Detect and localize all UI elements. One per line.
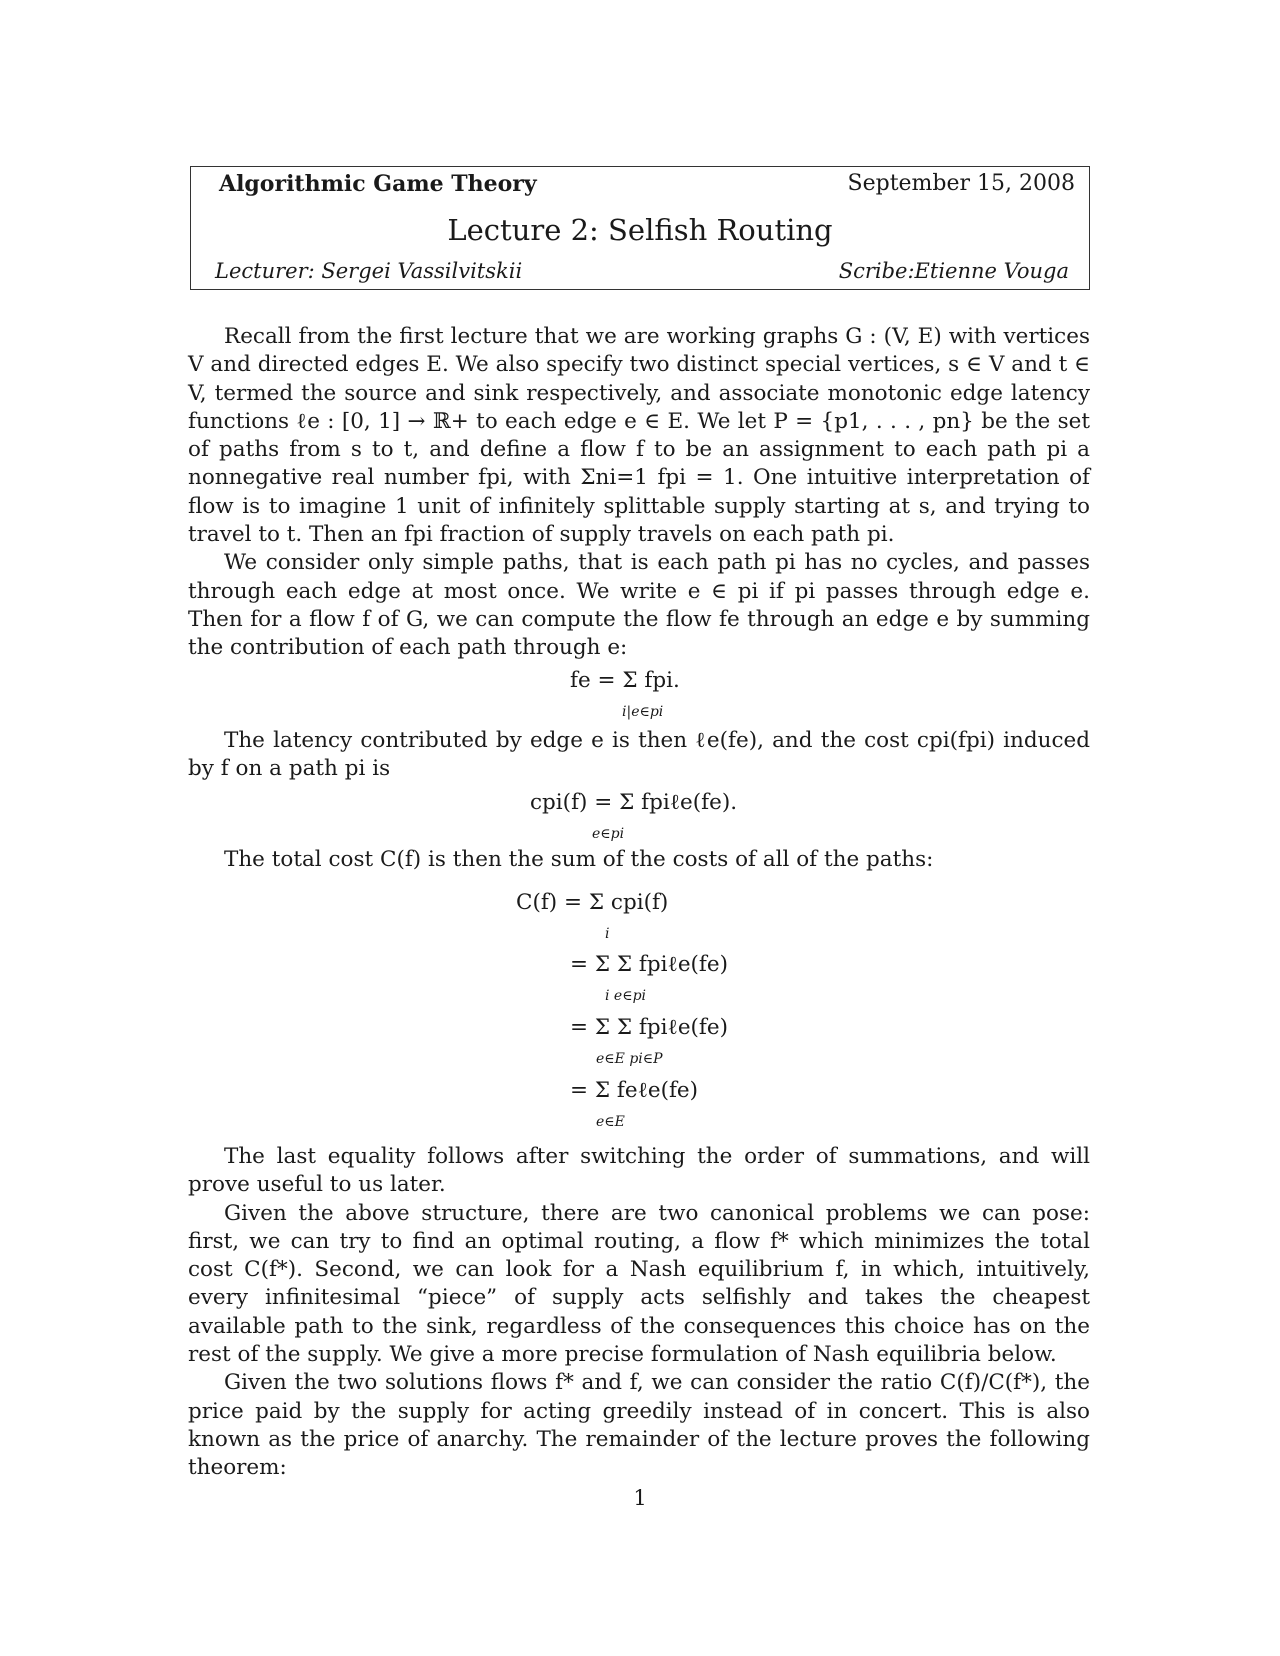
equation-total-cost-line-4: = Σ feℓe(fe) [570, 1078, 699, 1103]
equation-total-cost-line-4-subscript: e∈E [596, 1114, 625, 1130]
paragraph-latency: The latency contributed by edge e is then ℓe(fe), and the cost cpi(fpi) induced by f on a path pi is [188, 728, 1090, 782]
equation-path-cost-subscript: e∈pi [592, 826, 625, 842]
paragraph-closing: The last equality follows after switching the order of summations, and will prove useful to us later. Given the above structure, there are two canonical problems we can pose: first, we can try to find an optimal routing, a flow f* which minimizes the total cost C(f*). Second, we can look for a Nash equilibrium f, in which, intuitively, every infinitesimal “piece” of supply acts selfishly and takes the cheapest available path to the sink, regardless of the consequences this choice has on the rest of the supply. We give a more precise formulation of Nash equilibria below. Given the two solutions flows f* and f, we can consider the ratio C(f)/C(f*), the price paid by the supply for acting greedily instead of in concert. This is also known as the price of anarchy. The remainder of the lecture proves the following theorem: [188, 1143, 1090, 1483]
equation-total-cost-line-1-subscript: i [605, 926, 610, 942]
paragraph-total-cost: The total cost C(f) is then the sum of the costs of all of the paths: [224, 847, 934, 872]
equation-total-cost-line-2-subscript: i e∈pi [605, 988, 647, 1004]
lecture-date: September 15, 2008 [847, 171, 1075, 196]
equation-path-cost: cpi(f) = Σ fpiℓe(fe). [530, 790, 738, 815]
equation-edge-flow: fe = Σ fpi. [570, 668, 680, 693]
equation-total-cost-line-3-subscript: e∈E pi∈P [596, 1051, 663, 1067]
paragraph-simple-paths: We consider only simple paths, that is each path pi has no cycles, and passes through each edge at most once. We write e ∈ pi if pi passes through edge e. Then for a flow f of G, we can compute the flow fe through an edge e by summing the contribution of each path through e: [188, 550, 1090, 661]
page-number: 1 [633, 1486, 647, 1510]
lecturer-name: Lecturer: Sergei Vassilvitskii [215, 259, 523, 283]
paragraph-canonical-problems: Given the above structure, there are two canonical problems we can pose: first, we can try to find an optimal routing, a flow f* which minimizes the total cost C(f*). Second, we can look for a Nash equilibrium f, in which, intuitively, every infinitesimal “piece” of supply acts selfishly and takes the cheapest available path to the sink, regardless of the consequences this choice has on the rest of the supply. We give a more precise formulation of Nash equilibria below. [188, 1200, 1090, 1368]
equation-total-cost-line-3: = Σ Σ fpiℓe(fe) [570, 1015, 728, 1040]
equation-total-cost-line-2: = Σ Σ fpiℓe(fe) [570, 952, 728, 977]
scribe-name: Scribe:Etienne Vouga [838, 259, 1069, 283]
paragraph-price-of-anarchy: Given the two solutions flows f* and f, we can consider the ratio C(f)/C(f*), the price paid by the supply for acting greedily instead of in concert. This is also known as the price of anarchy. The remainder of the lecture proves the following theorem: [188, 1370, 1090, 1481]
equation-total-cost-line-1: C(f) = Σ cpi(f) [516, 890, 669, 915]
course-name: Algorithmic Game Theory [219, 171, 537, 197]
equation-edge-flow-subscript: i|e∈pi [622, 704, 664, 720]
lecture-title: Lecture 2: Selfish Routing [447, 213, 833, 247]
paragraph-intro: Recall from the first lecture that we are working graphs G : (V, E) with vertices V and directed edges E. We also specify two distinct special vertices, s ∈ V and t ∈ V, termed the source and sink respectively, and associate monotonic edge latency functions ℓe : [0, 1] → ℝ+ to each edge e ∈ E. We let P = {p1, . . . , pn} be the set of paths from s to t, and define a flow f to be an assignment to each path pi a nonnegative real number fpi, with Σni=1 fpi = 1. One intuitive interpretation of flow is to imagine 1 unit of infinitely splittable supply starting at s, and trying to travel to t. Then an fpi fraction of supply travels on each path pi. We consider only simple paths, that is each path pi has no cycles, and passes through each edge at most once. We write e ∈ pi if pi passes through edge e. Then for a flow f of G, we can compute the flow fe through an edge e by summing the contribution of each path through e: [188, 323, 1090, 663]
lecture-header-box [190, 166, 1090, 290]
